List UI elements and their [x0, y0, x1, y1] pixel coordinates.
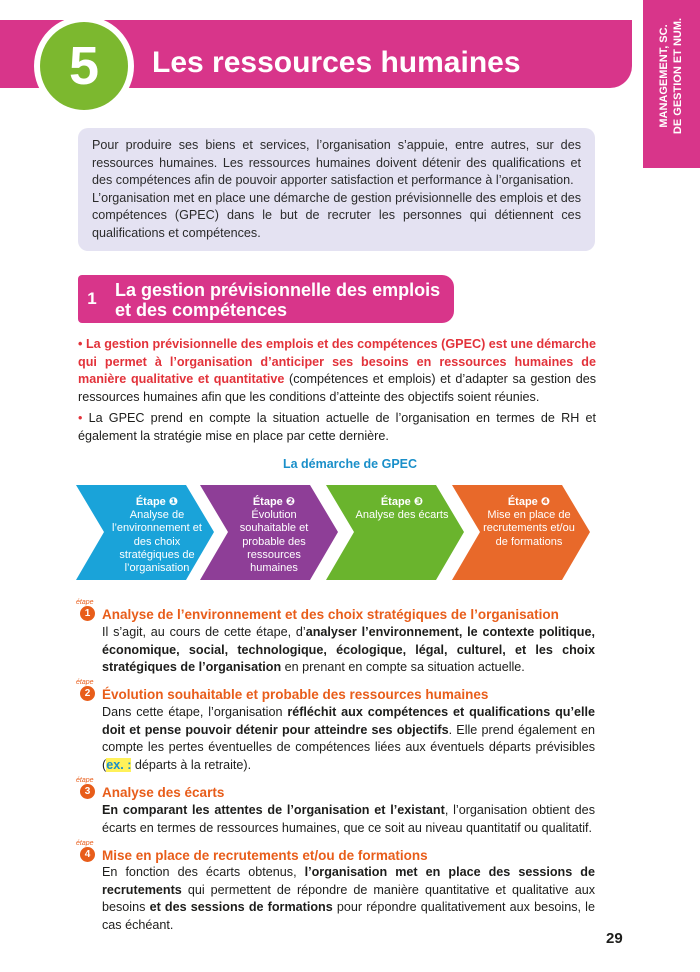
bullet-paragraph-2 [78, 410, 596, 445]
step-2-body: Dans cette étape, l’organisation réfléchit aux compétences et qualifications qu’elle doit et pense pouvoir détenir pour atteindre ses objectifs. Elle prend également en compte les pertes éventuelles de compétences liées aux éventuels départs prévisibles (ex. : départs à la retraite). [102, 705, 595, 772]
step-3-body: En comparant les attentes de l’organisation et l’existant, l’organisation obtient des écarts en termes de ressources humaines, que ce soit au niveau quantitatif ou qualitatif. [102, 803, 595, 835]
chapter-number: 5 [40, 22, 128, 110]
diagram-step-4: Étape ❹ Mise en place de recrutements et/ou de formations [483, 496, 575, 548]
bullet-paragraph-1 [78, 336, 596, 406]
gpec-definition: La gestion prévisionnelle des emplois et des compétences (GPEC) est une démarche qui permet à l’organisation d’anticiper ses besoins en ressources humaines de manière qualitative et quantitative [78, 337, 596, 387]
step-1-title: Analyse de l’environnement et des choix stratégiques de l’organisation [102, 607, 559, 622]
gpec-scope: La GPEC prend en compte la situation actuelle de l’organisation en termes de RH et également la stratégie mise en place par cette dernière. [78, 411, 596, 443]
step-4-badge: étape 4 [76, 840, 94, 860]
chapter-title: Les ressources humaines [152, 46, 521, 79]
step-4-title: Mise en place de recrutements et/ou de formations [102, 848, 428, 863]
section-title: La gestion prévisionnelle des emplois et des compétences [115, 280, 441, 320]
example-highlight: ex. : [106, 757, 132, 772]
gpec-definition-rest: (compétences et emplois) et d’adapter sa gestion des ressources humaines afin que les conditions d’atteinte des objectifs soient réunies. [78, 372, 596, 404]
step-2-badge: étape 2 [76, 679, 94, 699]
side-tab-label: MANAGEMENT, SC. DE GESTION ET NUM. [658, 17, 684, 135]
intro-paragraph-1: Pour produire ses biens et services, l’organisation s’appuie, entre autres, sur des ressources humaines. Les ressources humaines doivent détenir des qualifications et des compétences afin de pouvoir apporter satisfaction et performance à l’organisation. [92, 138, 581, 188]
bullet-marker: • [78, 337, 83, 351]
diagram-step-1: Étape ❶ Analyse de l’environnement et des choix stratégiques de l’organisation [112, 496, 202, 575]
bullet-marker: • [78, 411, 83, 425]
step-1-body: Il s’agit, au cours de cette étape, d’analyser l’environnement, le contexte politique, économique, social, technologique, écologique, légal, culturel, et les choix stratégiques de l’organisation en prenant en compte sa situation actuelle. [102, 625, 595, 675]
diagram-title: La démarche de GPEC [282, 457, 418, 471]
intro-paragraph-2: L’organisation met en place une démarche de gestion prévisionnelle des emplois et des compétences (GPEC) dans le but de recruter les personnes qui détiennent ces qualifications et compétences. [92, 190, 581, 240]
step-3-title: Analyse des écarts [102, 785, 225, 800]
step-1-badge: étape 1 [76, 599, 94, 619]
step-3-badge: étape 3 [76, 777, 94, 797]
step-4-body: En fonction des écarts obtenus, l’organisation met en place des sessions de recrutements qui permettent de répondre de manière quantitative et qualitative aux besoins et des sessions de formations pour répondre qualitativement aux besoins, le cas échéant. [102, 865, 595, 932]
step-2-title: Évolution souhaitable et probable des ressources humaines [102, 687, 489, 702]
diagram-step-2: Étape ❷ Évolution souhaitable et probable des ressources humaines [239, 496, 309, 575]
page-number: 29 [606, 930, 623, 947]
diagram-step-3: Étape ❸ Analyse des écarts [355, 496, 449, 522]
section-number: 1 [87, 289, 97, 308]
intro-box [78, 128, 595, 251]
